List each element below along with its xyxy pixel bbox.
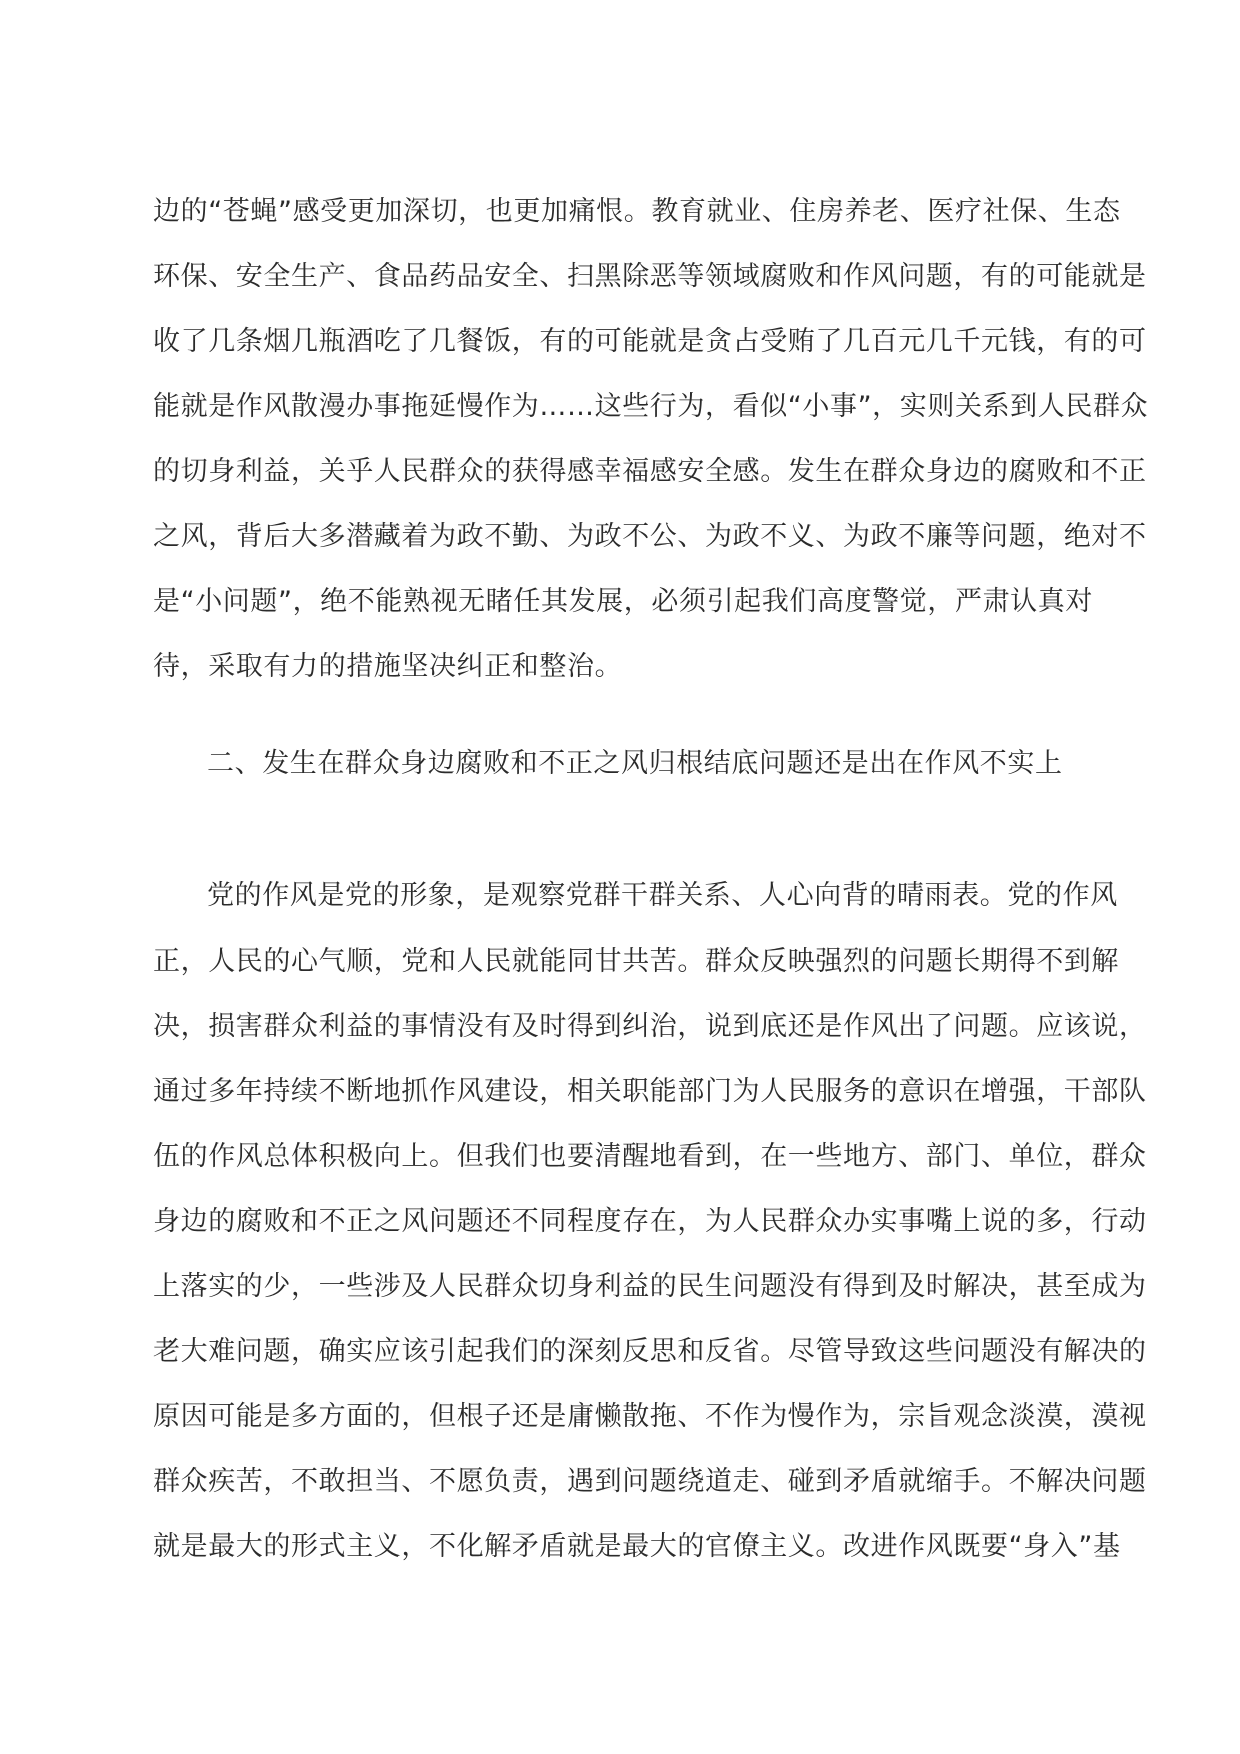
paragraph-1-line: 是“小问题”，绝不能熟视无睹任其发展，必须引起我们高度警觉，严肃认真对 [153,586,1093,617]
paragraph-2-line: 伍的作风总体积极向上。但我们也要清醒地看到，在一些地方、部门、单位，群众 [153,1141,1147,1172]
paragraph-2-line: 身边的腐败和不正之风问题还不同程度存在，为人民群众办实事嘴上说的多，行动 [153,1206,1147,1237]
paragraph-2-line: 上落实的少，一些涉及人民群众切身利益的民生问题没有得到及时解决，甚至成为 [153,1271,1147,1302]
paragraph-2-line: 决，损害群众利益的事情没有及时得到纠治，说到底还是作风出了问题。应该说， [153,1011,1147,1042]
paragraph-2-line: 就是最大的形式主义，不化解矛盾就是最大的官僚主义。改进作风既要“身入”基 [153,1531,1121,1562]
paragraph-1-line: 环保、安全生产、食品药品安全、扫黑除恶等领域腐败和作风问题，有的可能就是 [153,261,1147,292]
paragraph-1-line: 边的“苍蝇”感受更加深切，也更加痛恨。教育就业、住房养老、医疗社保、生态 [153,196,1121,227]
paragraph-1-line: 之风，背后大多潜藏着为政不勤、为政不公、为政不义、为政不廉等问题，绝对不 [153,521,1147,552]
paragraph-1-line: 待，采取有力的措施坚决纠正和整治。 [153,651,623,682]
paragraph-2-line: 原因可能是多方面的，但根子还是庸懒散拖、不作为慢作为，宗旨观念淡漠，漠视 [153,1401,1147,1432]
paragraph-2-line: 群众疾苦，不敢担当、不愿负责，遇到问题绕道走、碰到矛盾就缩手。不解决问题 [153,1466,1147,1497]
paragraph-2-line: 正，人民的心气顺，党和人民就能同甘共苦。群众反映强烈的问题长期得不到解 [153,946,1119,977]
paragraph-1-line: 收了几条烟几瓶酒吃了几餐饭，有的可能就是贪占受贿了几百元几千元钱，有的可 [153,326,1147,357]
paragraph-1-line: 能就是作风散漫办事拖延慢作为……这些行为，看似“小事”，实则关系到人民群众 [153,391,1149,422]
paragraph-2-line: 通过多年持续不断地抓作风建设，相关职能部门为人民服务的意识在增强，干部队 [153,1076,1147,1107]
paragraph-2-line: 老大难问题，确实应该引起我们的深刻反思和反省。尽管导致这些问题没有解决的 [153,1336,1147,1367]
section-heading: 二、发生在群众身边腐败和不正之风归根结底问题还是出在作风不实上 [207,748,1063,779]
paragraph-1-line: 的切身利益，关乎人民群众的获得感幸福感安全感。发生在群众身边的腐败和不正 [153,456,1147,487]
paragraph-2-line: 党的作风是党的形象，是观察党群干群关系、人心向背的晴雨表。党的作风 [207,880,1118,911]
